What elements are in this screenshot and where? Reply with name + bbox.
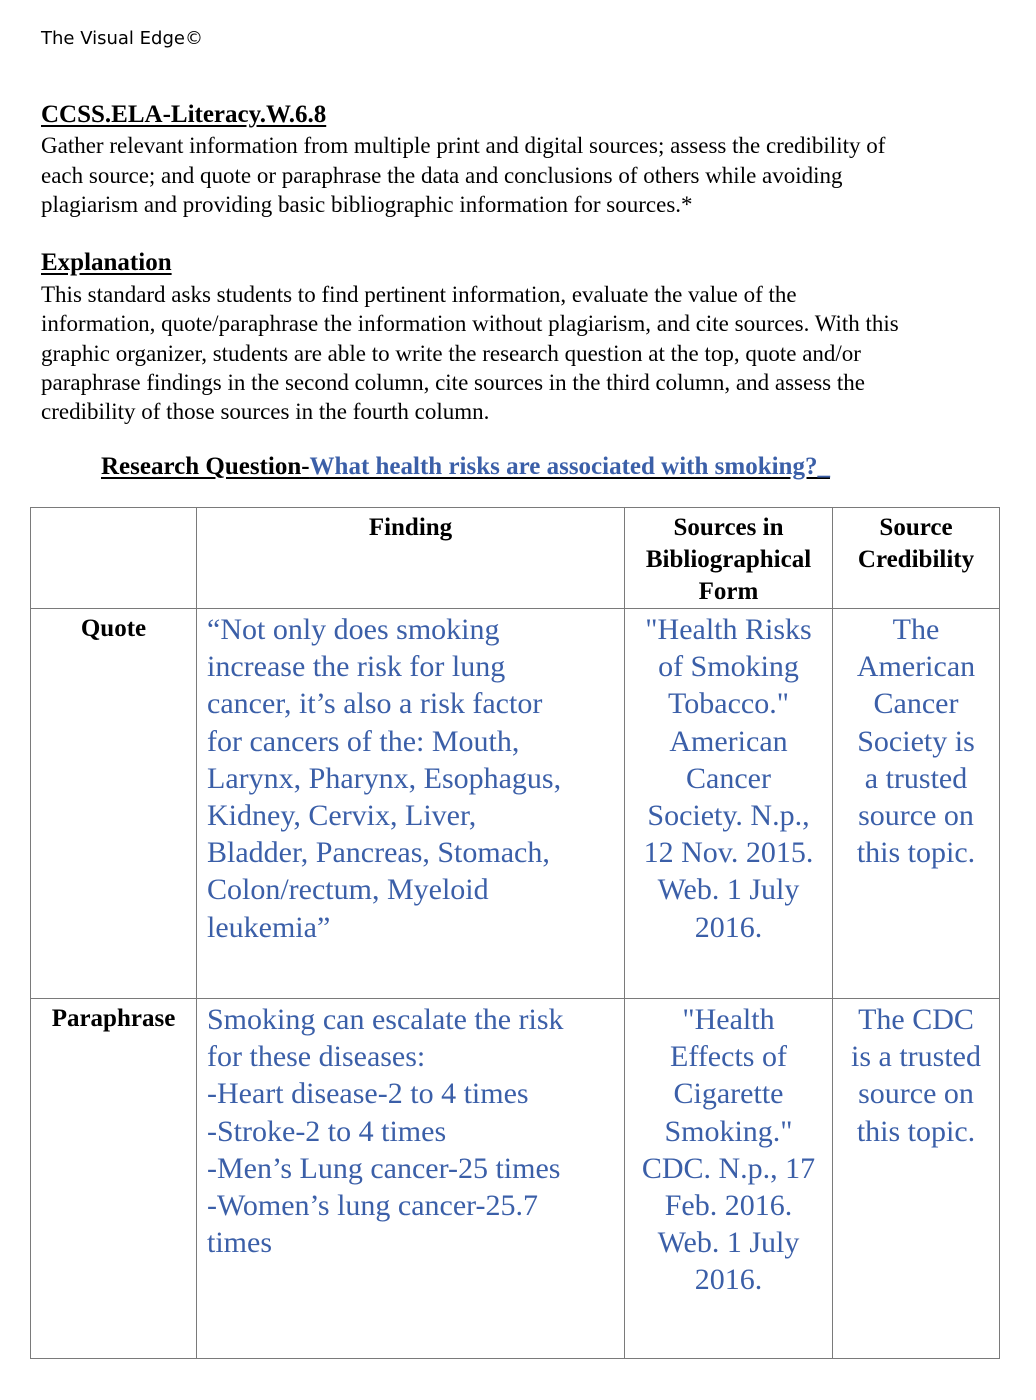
explanation-text xyxy=(41,280,1001,426)
brand-header: The Visual Edge© xyxy=(41,28,203,49)
finding-line: increase the risk for lung xyxy=(207,650,506,684)
source-line: Society. N.p., xyxy=(647,799,810,833)
header-line: Source xyxy=(879,514,953,541)
header-line: Bibliographical xyxy=(645,546,812,573)
standard-code-heading: CCSS.ELA-Literacy.W.6.8 xyxy=(41,101,327,128)
finding-line: Smoking can escalate the risk xyxy=(207,1003,564,1036)
source-line: 2016. xyxy=(694,1263,763,1297)
table-row xyxy=(31,609,1000,999)
explanation-line: graphic organizer, students are able to write the research question at the top, quote and/or xyxy=(41,340,861,366)
finding-line: “Not only does smoking xyxy=(207,613,500,646)
quote-row-label: Quote xyxy=(31,609,197,999)
credibility-line: Society is xyxy=(857,724,975,758)
explanation-line: information, quote/paraphrase the information without plagiarism, and cite sources. With this xyxy=(41,311,899,337)
source-line: 2016. xyxy=(694,910,763,944)
empty-corner-cell xyxy=(31,508,197,609)
credibility-column-header xyxy=(833,508,1000,609)
finding-line: Larynx, Pharynx, Esophagus, xyxy=(207,761,562,795)
paraphrase-finding-cell xyxy=(197,999,625,1359)
finding-line: Colon/rectum, Myeloid xyxy=(207,873,489,907)
explanation-line: paraphrase findings in the second column, cite sources in the third column, and assess the xyxy=(41,369,865,395)
source-line: Tobacco." xyxy=(668,687,789,721)
credibility-line: source on xyxy=(858,799,974,833)
header-line: Form xyxy=(698,578,759,605)
credibility-line: a trusted xyxy=(864,761,968,795)
finding-line: -Heart disease-2 to 4 times xyxy=(207,1077,529,1111)
quote-source-cell xyxy=(625,609,833,999)
source-line: Web. 1 July xyxy=(657,873,800,907)
source-line: Feb. 2016. xyxy=(664,1189,793,1223)
source-line: Cigarette xyxy=(673,1077,784,1111)
credibility-line: source on xyxy=(858,1077,974,1111)
source-line: Cancer xyxy=(686,761,771,795)
finding-line: -Men’s Lung cancer-25 times xyxy=(207,1151,561,1185)
quote-finding-cell xyxy=(197,609,625,999)
finding-line: -Women’s lung cancer-25.7 xyxy=(207,1189,539,1223)
paraphrase-source-cell xyxy=(625,999,833,1359)
source-line: 12 Nov. 2015. xyxy=(643,836,814,870)
source-line: Web. 1 July xyxy=(657,1226,800,1260)
research-question xyxy=(101,452,830,482)
source-line: "Health xyxy=(682,1003,775,1036)
explanation-heading: Explanation xyxy=(41,249,172,276)
table-row xyxy=(31,999,1000,1359)
finding-line: times xyxy=(207,1226,272,1260)
header-line: Credibility xyxy=(857,546,975,573)
quote-credibility-cell xyxy=(833,609,1000,999)
finding-line: -Stroke-2 to 4 times xyxy=(207,1114,447,1148)
source-line: CDC. N.p., 17 xyxy=(641,1151,816,1185)
finding-column-header: Finding xyxy=(197,508,625,609)
credibility-line: The xyxy=(892,613,940,646)
source-line: Effects of xyxy=(670,1040,787,1074)
standard-line: each source; and quote or paraphrase the data and conclusions of others while avoiding xyxy=(41,162,843,188)
finding-line: Bladder, Pancreas, Stomach, xyxy=(207,836,550,870)
finding-line: Kidney, Cervix, Liver, xyxy=(207,799,477,833)
source-line: "Health Risks xyxy=(645,613,812,646)
credibility-line: Cancer xyxy=(873,687,959,721)
standard-description xyxy=(41,131,1001,220)
finding-line: leukemia” xyxy=(207,910,331,944)
finding-line: cancer, it’s also a risk factor xyxy=(207,687,543,721)
finding-line: for these diseases: xyxy=(207,1040,426,1074)
explanation-line: credibility of those sources in the fourth column. xyxy=(41,399,490,425)
paraphrase-credibility-cell xyxy=(833,999,1000,1359)
graphic-organizer-table xyxy=(30,507,1000,1359)
standard-line: plagiarism and providing basic bibliographic information for sources.* xyxy=(41,192,693,217)
paraphrase-row-label: Paraphrase xyxy=(31,999,197,1359)
finding-line: for cancers of the: Mouth, xyxy=(207,724,520,758)
standard-line: Gather relevant information from multiple print and digital sources; assess the credibility of xyxy=(41,133,886,158)
table-header-row xyxy=(31,508,1000,609)
credibility-line: is a trusted xyxy=(851,1040,981,1074)
research-question-label: Research Question- xyxy=(101,453,310,480)
sources-column-header xyxy=(625,508,833,609)
credibility-line: American xyxy=(856,650,976,684)
header-line: Sources in xyxy=(673,514,784,541)
source-line: American xyxy=(669,724,788,758)
source-line: Smoking." xyxy=(664,1114,793,1148)
credibility-line: The CDC xyxy=(858,1003,974,1036)
research-question-text: What health risks are associated with smoking?_ xyxy=(309,453,830,480)
credibility-line: this topic. xyxy=(856,1114,976,1148)
explanation-line: This standard asks students to find pertinent information, evaluate the value of the xyxy=(41,282,797,307)
source-line: of Smoking xyxy=(658,650,799,684)
credibility-line: this topic. xyxy=(856,836,976,870)
